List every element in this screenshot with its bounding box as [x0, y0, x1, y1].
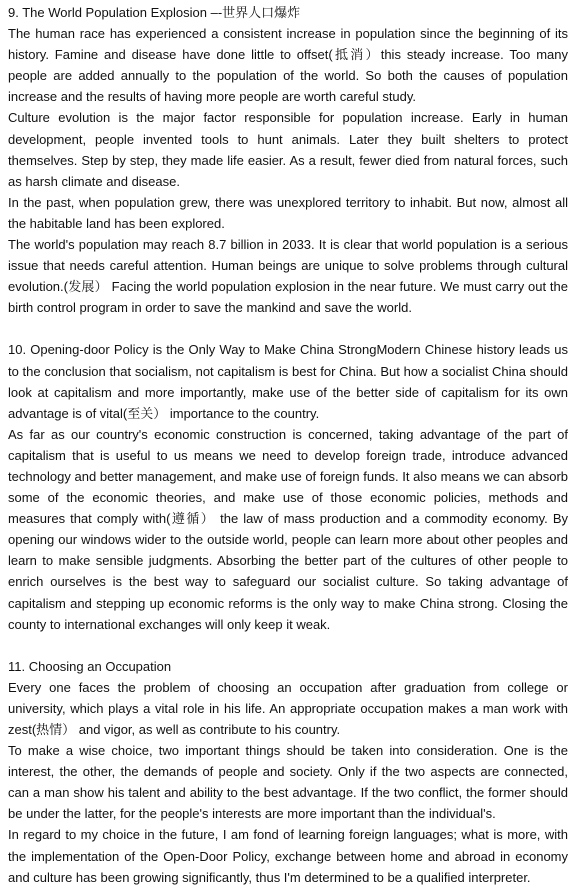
paragraph: Culture evolution is the major factor responsible for population increase. Early in human development, people invented tools to hunt animals. Later they built shelters to protect themselves. Step by step, they made life easier. As a result, fewer died from natural forces, such as harsh climate and disease. [8, 110, 568, 189]
paragraph: In the past, when population grew, there was unexplored territory to inhabit. But now, almost all the habitable land has been explored. [8, 194, 568, 231]
section-choosing-an-occupation [8, 656, 568, 888]
section-title: 9. The World Population Explosion –-世界人口爆炸 [8, 5, 301, 20]
paragraph: Every one faces the problem of choosing an occupation after graduation from college or university, which plays a vital role in his life. An appropriate occupation makes a man work with zest(热情） and vigor, as well as contribute to his country. [8, 679, 568, 737]
paragraph: To make a wise choice, two important things should be taken into consideration. One is the interest, the other, the demands of people and society. Only if the two aspects are connected, can a man show his talent and ability to the best advantage. If the two conflict, the former should be under the latter, for the people's interests are more important than the individual's. [8, 743, 568, 822]
paragraph: The world's population may reach 8.7 billion in 2033. It is clear that world population is a serious issue that needs careful attention. Human beings are unique to solve problems through cultural evolution.(发展） Facing the world population explosion in the near future. We must carry out the birth control program in order to save the mankind and save the world. [8, 237, 568, 316]
paragraph: The human race has experienced a consistent increase in population since the beginning of its history. Famine and disease have done little to offset(抵消）this steady increase. Too many people are added annually to the population of the world. So both the causes of population increase and the results of having more people are worth careful study. [8, 26, 568, 105]
section-world-population-explosion [8, 2, 568, 318]
paragraph: 10. Opening-door Policy is the Only Way to Make China StrongModern Chinese history leads us to the conclusion that socialism, not capitalism is best for China. But how a socialist China should look at capitalism and more importantly, make use of the better side of capitalism for its own advantage is of vital(至关） importance to the country. [8, 342, 568, 421]
section-title: 11. Choosing an Occupation [8, 658, 172, 674]
paragraph: In regard to my choice in the future, I am fond of learning foreign languages; what is more, with the implementation of the Open-Door Policy, exchange between home and abroad in economy and culture has been growing significantly, thus I'm determined to be a qualified interpreter. [8, 827, 568, 885]
paragraph: As far as our country's economic construction is concerned, taking advantage of the part of capitalism that is useful to us means we need to develop foreign trade, introduce advanced technology and better management, and make use of foreign funds. It also means we can absorb some of the economic theories, and make use of those economic policies, methods and measures that comply with(遵循） the law of mass production and a commodity economy. By opening our windows wider to the outside world, people can learn more about other peoples and learn to make sensible judgments. Absorbing the better part of the cultures of other people to enrich ourselves is the best way to safeguard our socialist culture. So taking advantage of capitalism and stepping up economic reforms is the only way to make China strong. Closing the county to international exchanges will only keep it weak. [8, 426, 568, 632]
section-opening-door-policy [8, 339, 568, 634]
